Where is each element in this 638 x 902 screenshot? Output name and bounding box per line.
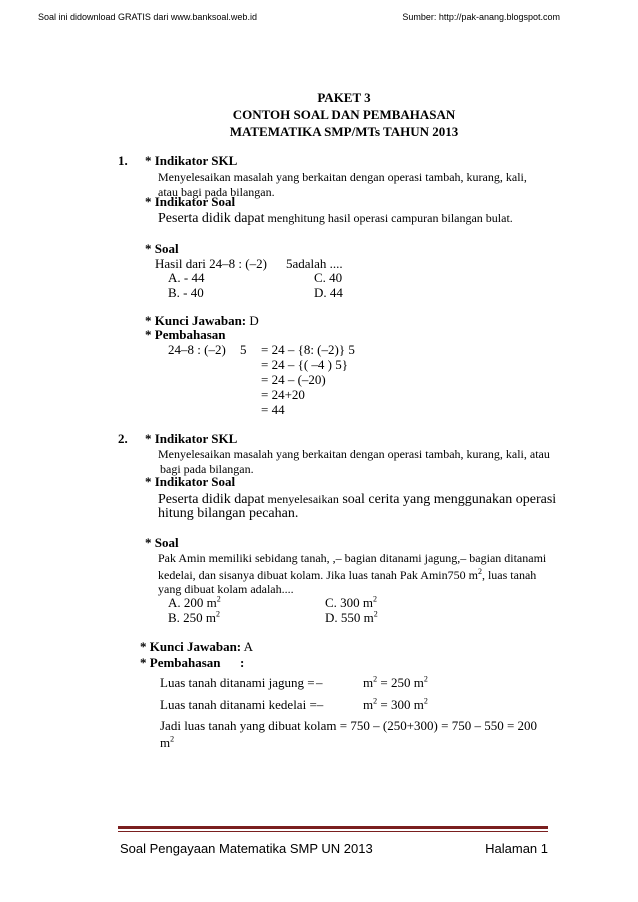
q2-option-b [168, 610, 220, 626]
q1-step-4: = 24+20 [261, 387, 305, 402]
q2-kunci [140, 639, 253, 655]
q1-step-1: = 24 – {8: (–2)} 5 [261, 342, 355, 357]
q2-line2-sup2: 2 [423, 696, 428, 706]
q2-pembahasan-colon: : [240, 655, 245, 670]
q2-line4-m: m [160, 735, 171, 750]
q2-line4-sup: 2 [170, 734, 175, 744]
title-contoh-soal: CONTOH SOAL DAN PEMBAHASAN [232, 107, 456, 122]
q2-option-a-text: A. 200 m [168, 595, 217, 610]
q2-option-d [325, 610, 378, 626]
q2-option-d-sup: 2 [373, 609, 378, 619]
q2-text-line2-a: kedelai, dan sisanya dibuat kolam. Jika luas tanah Pak Amin750 m [158, 568, 478, 582]
q2-option-a-sup: 2 [216, 594, 221, 604]
q2-option-c [325, 595, 377, 611]
q1-kunci-value: D [246, 313, 259, 328]
header-source-right: Sumber: http://pak-anang.blogspot.com [402, 12, 560, 22]
q2-option-c-sup: 2 [373, 594, 378, 604]
q1-indikator-soal-text [158, 209, 513, 227]
q2-line2-result: = 300 m [377, 697, 424, 712]
footer-rule-thin [118, 831, 548, 832]
q2-text-line1: Pak Amin memiliki sebidang tanah, ,– bagian ditanami jagung,– bagian ditanami [158, 551, 547, 565]
q2-skl-line1: Menyelesaikan masalah yang berkaitan dengan operasi tambah, kurang, kali, atau [158, 447, 550, 461]
q2-pembahasan-line3: Jadi luas tanah yang dibuat kolam = 750 – (250+300) = 750 – 550 = 200 [160, 718, 538, 733]
q1-step-3: = 24 – (–20) [261, 372, 326, 387]
q1-question-a: Hasil dari 24–8 : (–2) [155, 256, 267, 271]
header-source-left: Soal ini didownload GRATIS dari www.banksoal.web.id [38, 12, 257, 22]
q1-skl-line2: atau bagi pada bilangan. [158, 185, 275, 199]
q1-expr-five: 5 [240, 342, 247, 357]
q1-pembahasan-label: * Pembahasan [145, 327, 226, 342]
q2-pembahasan-line2-a: Luas tanah ditanami kedelai =– [160, 697, 324, 712]
q2-skl-line2: bagi pada bilangan. [160, 462, 254, 476]
q1-question-b: 5adalah .... [286, 256, 343, 271]
q2-line1-result: = 250 m [377, 675, 424, 690]
q2-kunci-value: A [241, 639, 254, 654]
q2-option-a [168, 595, 221, 611]
q1-option-d: D. 44 [314, 285, 343, 300]
q2-pembahasan-line4 [160, 735, 174, 751]
q2-kunci-label: * Kunci Jawaban: [140, 639, 242, 654]
q2-pembahasan-line1-b [363, 675, 428, 691]
q2-skl-label: * Indikator SKL [145, 431, 238, 446]
q1-soal-label: * Soal [145, 241, 179, 256]
q1-expr: 24–8 : (–2) [168, 342, 226, 357]
q1-skl-line1: Menyelesaikan masalah yang berkaitan dengan operasi tambah, kurang, kali, [158, 170, 527, 184]
q2-option-b-text: B. 250 m [168, 610, 217, 625]
footer-rule-thick [118, 826, 548, 829]
q1-step-5: = 44 [261, 402, 285, 417]
q1-indikator-soal-rest: menghitung hasil operasi campuran bilangan bulat. [264, 211, 513, 225]
q1-option-c: C. 40 [314, 270, 343, 285]
q2-line2-sup1: 2 [373, 696, 378, 706]
q2-pembahasan-line1-a: Luas tanah ditanami jagung = [160, 675, 315, 690]
q1-option-b: B. - 40 [168, 285, 204, 300]
title-matematika: MATEMATIKA SMP/MTs TAHUN 2013 [229, 124, 459, 139]
q2-text-line3: yang dibuat kolam adalah.... [158, 582, 294, 596]
q2-line1-sup2: 2 [423, 674, 428, 684]
q1-kunci-label: * Kunci Jawaban: [145, 313, 247, 328]
q2-option-d-text: D. 550 m [325, 610, 374, 625]
q2-indikator-soal-label: * Indikator Soal [145, 474, 236, 489]
q2-option-c-text: C. 300 m [325, 595, 374, 610]
q2-indikator-soal-line2: hitung bilangan pecahan. [158, 506, 299, 521]
q2-line1-sup1: 2 [373, 674, 378, 684]
q2-soal-label: * Soal [145, 535, 179, 550]
q2-pembahasan-line1-dash: – [316, 675, 323, 690]
q1-option-a: A. - 44 [168, 270, 205, 285]
title-paket: PAKET 3 [317, 90, 371, 105]
q2-text-line2-sup: 2 [477, 567, 482, 576]
q2-line1-m: m [363, 675, 374, 690]
q2-text-line2 [158, 568, 536, 583]
q2-number: 2. [118, 431, 128, 446]
q1-step-2: = 24 – {( –4 ) 5} [261, 357, 348, 372]
q2-line2-m: m [363, 697, 374, 712]
footer-title: Soal Pengayaan Matematika SMP UN 2013 [120, 841, 373, 856]
q2-indikator-soal-rest: soal cerita yang menggunakan operasi [338, 492, 557, 507]
q1-indikator-soal-lead: Peserta didik dapat [158, 211, 265, 226]
q2-pembahasan-line2-b [363, 697, 428, 713]
q1-number: 1. [118, 153, 128, 168]
q2-option-b-sup: 2 [216, 609, 221, 619]
q2-indikator-soal-lead: Peserta didik dapat [158, 492, 265, 507]
q2-pembahasan-label: * Pembahasan [140, 655, 221, 670]
q1-indikator-soal-label: * Indikator Soal [145, 194, 236, 209]
footer-page-number: Halaman 1 [485, 841, 548, 856]
q1-skl-label: * Indikator SKL [145, 153, 238, 168]
q2-indikator-soal-mid: menyelesaikan [264, 492, 339, 506]
q2-text-line2-b: , luas tanah [481, 568, 537, 582]
